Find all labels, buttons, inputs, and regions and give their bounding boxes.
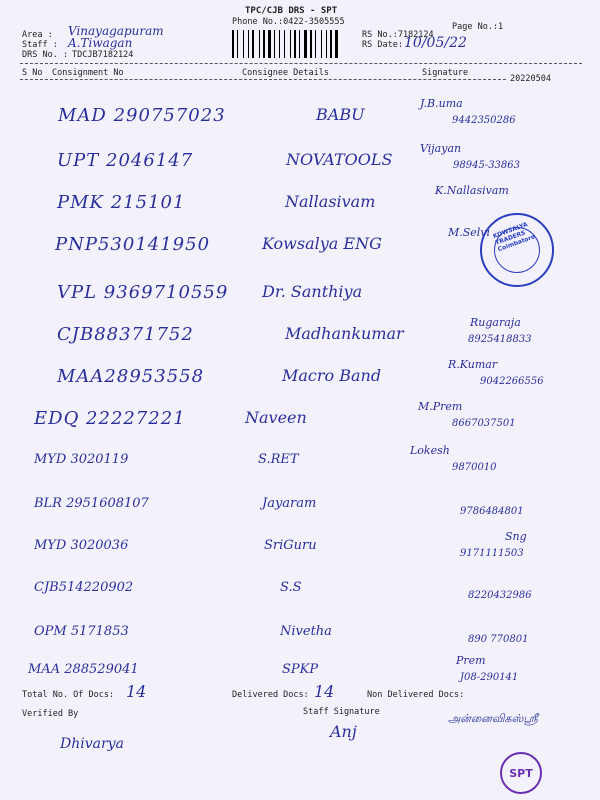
phone-number: Phone No.:0422-3505555 [232,17,345,27]
consignment-number: VPL 9369710559 [57,282,229,303]
consignee-name: Madhankumar [285,324,404,343]
consignee-name: Naveen [245,408,307,427]
rs-number: RS No.:7182124 [362,30,434,40]
barcode-bar [335,30,338,58]
consignee-name: S.RET [258,452,299,467]
consignee-name: SriGuru [264,538,317,553]
barcode-bar [268,30,271,58]
barcode-bar [321,30,322,58]
spt-stamp [500,752,542,794]
col-consignment: Consignment No [52,68,124,78]
barcode-bar [304,30,307,58]
barcode-bar [237,30,238,58]
recipient-signature: Rugaraja [470,316,521,329]
recipient-phone: 8220432986 [468,590,532,601]
area-value: Vinayagapuram [68,24,164,38]
barcode-bar [274,30,275,58]
column-rule [20,79,506,80]
consignment-number: UPT 2046147 [57,150,194,171]
recipient-phone: 98945-33863 [453,160,521,171]
total-docs-value: 14 [126,682,147,701]
rs-date-label: RS Date: [362,40,403,50]
consignee-name: Nivetha [280,624,332,639]
delivered-docs-label: Delivered Docs: [232,690,309,700]
consignment-number: EDQ 22227221 [34,408,186,429]
consignment-number: MYD 3020036 [34,538,129,553]
verified-by-label: Verified By [22,709,79,719]
recipient-signature: M.Selvi [448,226,491,239]
barcode-bar [263,30,265,58]
recipient-phone: 9786484801 [460,506,524,517]
consignment-number: OPM 5171853 [34,624,129,639]
staff-signature: Anj [330,722,357,741]
consignment-number: MAA 288529041 [28,662,139,677]
barcode-bar [284,30,285,58]
verifier-signature: Dhivarya [60,736,124,752]
consignment-number: CJB514220902 [34,580,134,595]
page-number: Page No.:1 [452,22,504,32]
recipient-phone: 9171111503 [460,548,524,559]
drs-label: DRS No. : [22,50,69,60]
document-title: TPC/CJB DRS - SPT [245,6,338,16]
barcode-bar [299,30,300,58]
barcode-bar [290,30,291,58]
spt-stamp-text: SPT [509,766,533,780]
barcode-bar [315,30,316,58]
delivered-docs-value: 14 [314,682,335,701]
col-signature: Signature [422,68,469,78]
recipient-phone: 8667037501 [452,418,516,429]
barcode-bar [248,30,249,58]
consignee-name: Dr. Santhiya [262,282,363,301]
total-docs-label: Total No. Of Docs: [22,690,115,700]
recipient-signature: J.B.uma [420,97,463,110]
consignee-name: Nallasivam [285,192,376,211]
staff-value: A.Tiwagan [68,36,133,50]
consignee-name: SPKP [282,662,319,677]
barcode [232,30,354,58]
barcode-bar [259,30,260,58]
consignee-name: NOVATOOLS [286,150,393,169]
barcode-bar [243,30,244,58]
col-date: 20220504 [510,74,551,84]
recipient-signature: Prem [456,654,486,667]
recipient-signature: Lokesh [410,444,450,457]
consignee-name: Macro Band [282,366,382,385]
company-stamp-text: KOWSALYA TRADERS Coimbatore [492,221,537,254]
consignment-number: PMK 215101 [57,192,186,213]
staff-signature-label: Staff Signature [303,707,380,717]
recipient-phone: 890 770801 [468,634,529,645]
consignee-name: BABU [316,105,365,124]
barcode-bar [232,30,234,58]
drs-value: TDCJB7182124 [72,50,134,60]
col-consignee: Consignee Details [242,68,329,78]
non-delivered-docs-label: Non Delivered Docs: [367,690,465,700]
barcode-bar [252,30,254,58]
consignee-name: S.S [280,580,302,595]
header-rule [20,63,582,64]
recipient-signature: M.Prem [418,400,463,413]
consignee-name: Kowsalya ENG [262,234,382,253]
consignment-number: CJB88371752 [57,324,194,345]
consignment-number: PNP530141950 [55,234,211,255]
consignment-number: MYD 3020119 [34,452,129,467]
recipient-signature: Sng [505,530,527,543]
consignment-number: MAD 290757023 [58,105,226,126]
recipient-signature: Vijayan [420,142,462,155]
staff-label: Staff : [22,40,58,50]
rs-date-value: 10/05/22 [404,35,467,51]
recipient-phone: 9442350286 [452,115,516,126]
barcode-bar [326,30,327,58]
consignee-name: Jayaram [262,496,317,511]
barcode-bar [279,30,280,58]
barcode-bar [294,30,296,58]
area-label: Area : [22,30,53,40]
recipient-signature: R.Kumar [448,358,498,371]
barcode-bar [310,30,312,58]
company-stamp [480,213,554,287]
col-sno: S No [22,68,43,78]
tamil-note: அன்னைவிகஸ்ஸ்ரீ [448,712,538,725]
recipient-signature: K.Nallasivam [435,184,509,197]
recipient-phone: 9042266556 [480,376,544,387]
recipient-phone: J08-290141 [460,672,519,683]
recipient-phone: 8925418833 [468,334,532,345]
consignment-number: MAA28953558 [57,366,205,387]
consignment-number: BLR 2951608107 [34,496,149,511]
barcode-bar [330,30,332,58]
recipient-phone: 9870010 [452,462,497,473]
